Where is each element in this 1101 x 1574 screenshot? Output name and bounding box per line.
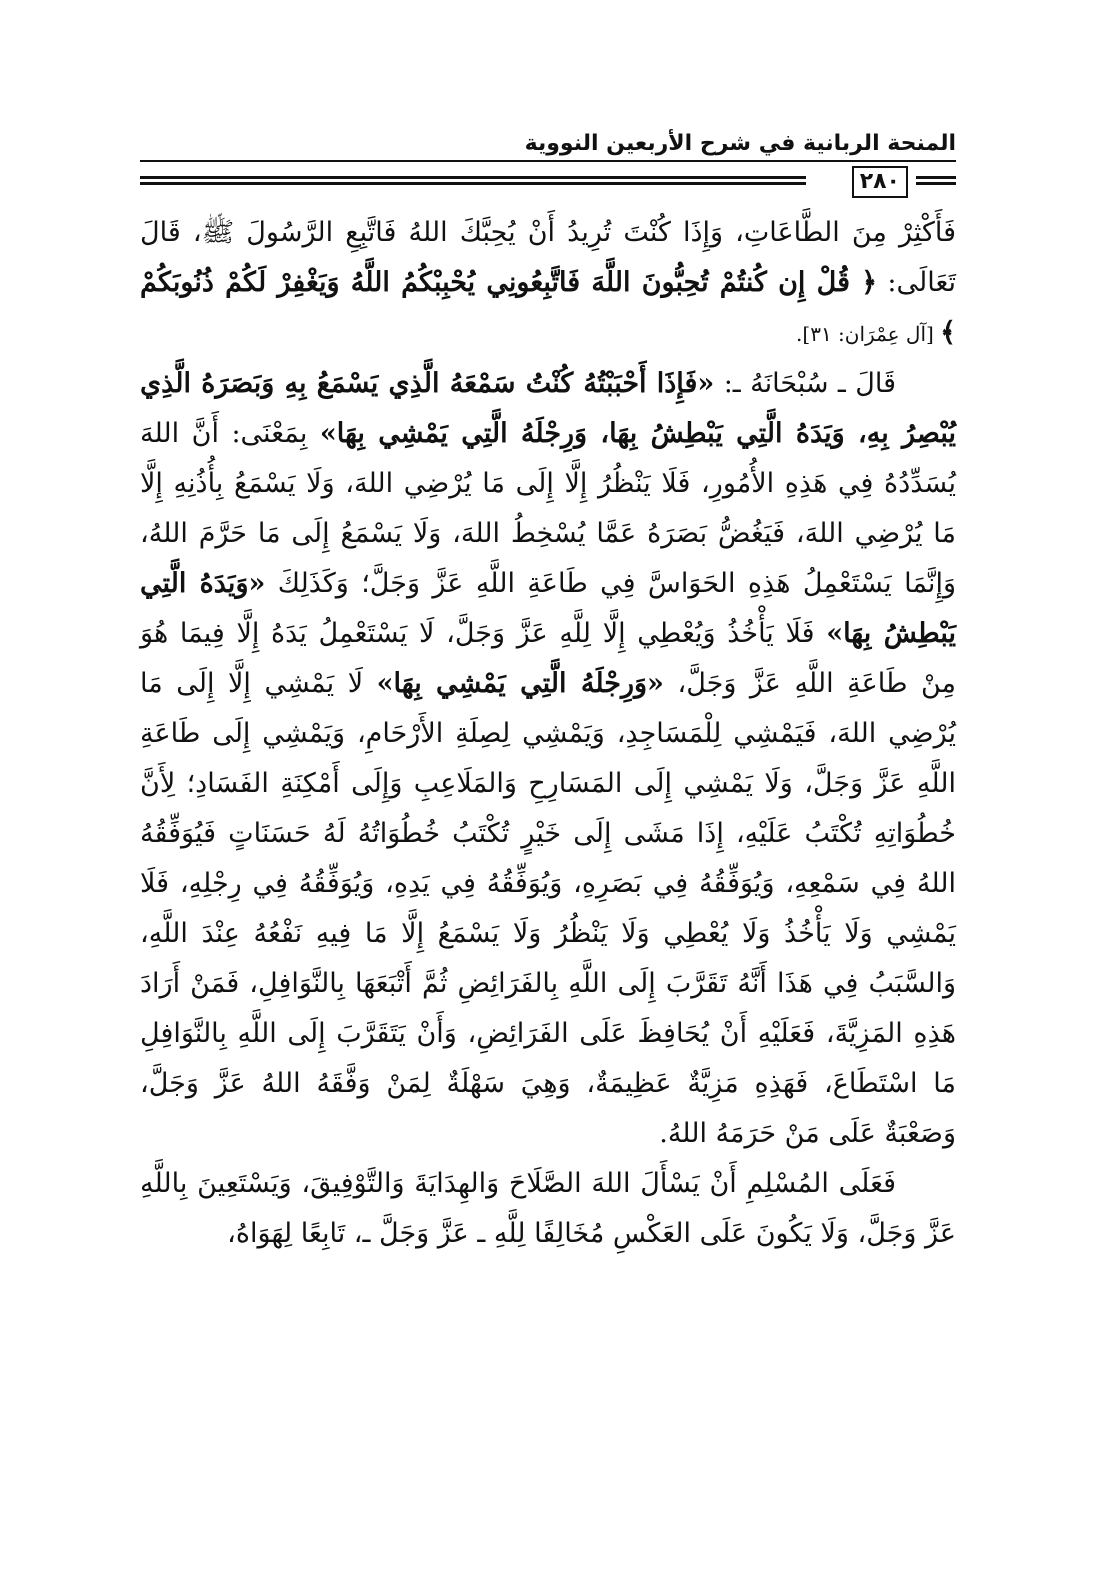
hadith-quote-3: «وَرِجْلَهُ الَّتِي يَمْشِي بِهَا» <box>376 668 664 699</box>
header-rule-row <box>140 170 956 194</box>
book-title: المنحة الربانية في شرح الأربعين النووية <box>524 131 956 156</box>
paragraph-1-text: فَأَكْثِرْ مِنَ الطَّاعَاتِ، وَإِذَا كُنْتَ تُرِيدُ أَنْ يُحِبَّكَ اللهُ فَاتَّبِعِ الرَّسُولَ ﷺ، قَالَ تَعَالَى: <box>140 217 956 298</box>
paragraph-2-text-3: لَا يَمْشِي إِلَّا إِلَى مَا يُرْضِي اللهَ، فَيَمْشِي لِلْمَسَاجِدِ، وَيَمْشِي لِصِلَةِ الأَرْحَامِ، وَيَمْشِي إِلَى طَاعَةِ اللَّهِ عَزَّ وَجَلَّ، وَلَا يَمْشِي إِلَى المَسَارِحِ وَالمَلَاعِبِ وَإِلَى أَمْكِنَةِ الفَسَادِ؛ لِأَنَّ خُطُوَاتِهِ تُكْتَبُ عَلَيْهِ، إِذَا مَشَى إِلَى خَيْرٍ تُكْتَبُ خُطُوَاتُهُ لَهُ حَسَنَاتٍ فَيُوَفِّقُهُ اللهُ فِي سَمْعِهِ، وَيُوَفِّقُهُ فِي بَصَرِهِ، وَيُوَفِّقُهُ فِي يَدِهِ، وَيُوَفِّقُهُ فِي رِجْلِهِ، فَلَا يَمْشِي وَلَا يَأْخُذُ وَلَا يُعْطِي وَلَا يَنْظُرُ وَلَا يَسْمَعُ إِلَّا مَا فِيهِ نَفْعُهُ عِنْدَ اللَّهِ، وَالسَّبَبُ فِي هَذَا أَنَّهُ تَقَرَّبَ إِلَى اللَّهِ بِالفَرَائِضِ ثُمَّ أَتْبَعَهَا بِالنَّوَافِلِ، فَمَنْ أَرَادَ هَذِهِ المَزِيَّةَ، فَعَلَيْهِ أَنْ يُحَافِظَ عَلَى الفَرَائِضِ، وَأَنْ يَتَقَرَّبَ إِلَى اللَّهِ بِالنَّوَافِلِ مَا اسْتَطَاعَ، فَهَذِهِ مَزِيَّةٌ عَظِيمَةٌ، وَهِيَ سَهْلَةٌ لِمَنْ وَفَّقَهُ اللهُ عَزَّ وَجَلَّ، وَصَعْبَةٌ عَلَى مَنْ حَرَمَهُ اللهُ. <box>140 668 956 1149</box>
paragraph-3: فَعَلَى المُسْلِمِ أَنْ يَسْأَلَ اللهَ الصَّلَاحَ وَالهِدَايَةَ وَالتَّوْفِيقَ، وَيَسْتَعِينَ بِاللَّهِ عَزَّ وَجَلَّ، وَلَا يَكُونَ عَلَى العَكْسِ مُخَالِفًا لِلَّهِ ـ عَزَّ وَجَلَّ ـ، تَابِعًا لِهَوَاهُ، <box>140 1168 956 1249</box>
quran-verse: ﴿ قُلْ إِن كُنتُمْ تُحِبُّونَ اللَّهَ فَاتَّبِعُونِي يُحْبِبْكُمُ اللَّهُ وَيَغْفِرْ لَكُمْ ذُنُوبَكُمْ ﴾ <box>140 267 956 348</box>
header-rule-short-2 <box>916 182 956 185</box>
body-text <box>140 208 956 1259</box>
hadith-quote-1: «فَإِذَا أَحْبَبْتُهُ كُنْتُ سَمْعَهُ الَّذِي يَسْمَعُ بِهِ وَبَصَرَهُ الَّذِي يُبْصِرُ بِهِ، وَيَدَهُ الَّتِي يَبْطِشُ بِهَا، وَرِجْلَهُ الَّتِي يَمْشِي بِهَا» <box>140 368 956 449</box>
paragraph-2-intro: قَالَ ـ سُبْحَانَهُ ـ: <box>714 368 896 399</box>
paragraph-2-text-2: فَلَا يَأْخُذُ وَيُعْطِي إِلَّا لِلَّهِ عَزَّ وَجَلَّ، لَا يَسْتَعْمِلُ يَدَهُ إِلَّا فِيمَا هُوَ مِنْ طَاعَةِ اللَّهِ عَزَّ وَجَلَّ، <box>140 618 956 699</box>
page-header <box>140 128 956 194</box>
paragraph-2-text-1: بِمَعْنَى: أَنَّ اللهَ يُسَدِّدُهُ فِي هَذِهِ الأُمُورِ، فَلَا يَنْظُرُ إِلَّا إِلَى مَا يُرْضِي اللهَ، وَلَا يَسْمَعُ بِأُذُنِهِ إِلَّا مَا يُرْضِي اللهَ، فَيَغُضُّ بَصَرَهُ عَمَّا يُسْخِطُ اللهَ، وَلَا يَسْمَعُ إِلَى مَا حَرَّمَ اللهُ، وَإِنَّمَا يَسْتَعْمِلُ هَذِهِ الحَوَاسَّ فِي طَاعَةِ اللَّهِ عَزَّ وَجَلَّ؛ وَكَذَلِكَ <box>140 418 956 599</box>
header-rule-long-2 <box>140 182 806 185</box>
paragraph-2 <box>140 359 956 1159</box>
header-rule-long <box>140 176 806 179</box>
header-rule-short <box>916 176 956 179</box>
hadith-quote-2: «وَيَدَهُ الَّتِي يَبْطِشُ بِهَا» <box>140 568 956 649</box>
page-number: ٢٨٠ <box>852 166 908 198</box>
header-rule-top <box>140 160 956 162</box>
paragraph-1 <box>140 208 956 359</box>
verse-reference: [آل عِمْرَان: ٣١]. <box>796 322 941 346</box>
